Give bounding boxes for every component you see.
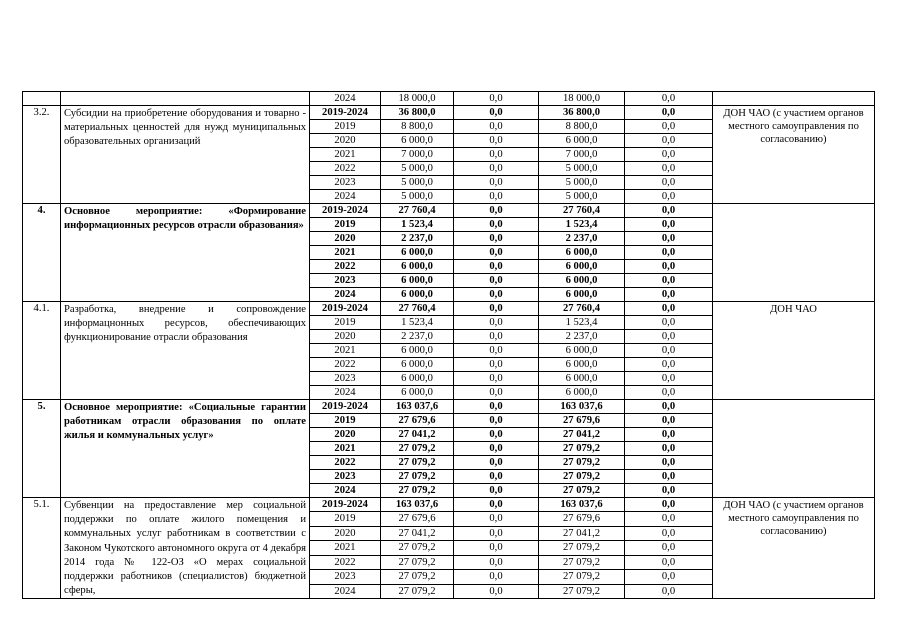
total-cell: 6 000,0 xyxy=(381,344,454,358)
section-description: Субвенции на предоставление мер социальной поддержки по оплате жилого помещения и коммунальных услуг работникам в соответствии с Законом Чукотского автономного округа от 4 декабря 2014 года № 122-ОЗ «О мерах социальной поддержки работников (специалистов) бюджетной сферы, xyxy=(61,498,310,599)
year-cell: 2022 xyxy=(310,555,381,569)
col1-cell: 0,0 xyxy=(454,555,539,569)
col2-cell: 27 079,2 xyxy=(539,584,625,599)
year-cell: 2019 xyxy=(310,414,381,428)
col1-cell: 0,0 xyxy=(454,400,539,414)
col3-cell: 0,0 xyxy=(625,162,713,176)
col3-cell: 0,0 xyxy=(625,570,713,584)
col1-cell: 0,0 xyxy=(454,372,539,386)
col3-cell: 0,0 xyxy=(625,400,713,414)
year-cell: 2019 xyxy=(310,120,381,134)
section-description: Основное мероприятие: «Формирование информационных ресурсов отрасли образования» xyxy=(61,204,310,302)
col1-cell: 0,0 xyxy=(454,526,539,540)
col3-cell: 0,0 xyxy=(625,316,713,330)
description-cell xyxy=(61,92,310,106)
col1-cell: 0,0 xyxy=(454,541,539,555)
col3-cell: 0,0 xyxy=(625,414,713,428)
col3-cell: 0,0 xyxy=(625,260,713,274)
col2-cell: 36 800,0 xyxy=(539,106,625,120)
year-cell: 2024 xyxy=(310,484,381,498)
year-cell: 2020 xyxy=(310,232,381,246)
col3-cell: 0,0 xyxy=(625,176,713,190)
col2-cell: 27 760,4 xyxy=(539,204,625,218)
col1-cell: 0,0 xyxy=(454,316,539,330)
total-cell: 1 523,4 xyxy=(381,316,454,330)
responsible-executor: ДОН ЧАО (с участием органов местного самоуправления по согласованию) xyxy=(713,498,875,599)
year-cell: 2021 xyxy=(310,344,381,358)
table-row xyxy=(23,106,875,120)
col3-cell: 0,0 xyxy=(625,555,713,569)
total-cell: 5 000,0 xyxy=(381,176,454,190)
col3-cell: 0,0 xyxy=(625,456,713,470)
col3-cell: 0,0 xyxy=(625,386,713,400)
total-cell: 5 000,0 xyxy=(381,190,454,204)
col2-cell: 27 679,6 xyxy=(539,414,625,428)
col1-cell: 0,0 xyxy=(454,484,539,498)
col1-cell: 0,0 xyxy=(454,120,539,134)
total-cell: 27 041,2 xyxy=(381,526,454,540)
year-cell: 2023 xyxy=(310,570,381,584)
col3-cell: 0,0 xyxy=(625,470,713,484)
col2-cell: 8 800,0 xyxy=(539,120,625,134)
col1-cell: 0,0 xyxy=(454,344,539,358)
section-index: 3.2. xyxy=(23,106,61,204)
col2-cell: 6 000,0 xyxy=(539,288,625,302)
total-cell: 27 079,2 xyxy=(381,442,454,456)
table-row xyxy=(23,302,875,316)
total-cell: 27 041,2 xyxy=(381,428,454,442)
year-cell: 2023 xyxy=(310,274,381,288)
col2-cell: 6 000,0 xyxy=(539,274,625,288)
col1-cell: 0,0 xyxy=(454,204,539,218)
year-cell: 2019-2024 xyxy=(310,106,381,120)
year-cell: 2019-2024 xyxy=(310,302,381,316)
year-cell: 2022 xyxy=(310,358,381,372)
section-index: 5. xyxy=(23,400,61,498)
year-cell: 2022 xyxy=(310,162,381,176)
year-cell: 2023 xyxy=(310,372,381,386)
section-index: 5.1. xyxy=(23,498,61,599)
total-cell: 2 237,0 xyxy=(381,330,454,344)
col3-cell: 0,0 xyxy=(625,428,713,442)
col3-cell: 0,0 xyxy=(625,288,713,302)
col3-cell: 0,0 xyxy=(625,148,713,162)
col3-cell: 0,0 xyxy=(625,484,713,498)
col1-cell: 0,0 xyxy=(454,330,539,344)
year-cell: 2022 xyxy=(310,456,381,470)
col2-cell: 5 000,0 xyxy=(539,162,625,176)
col2-cell: 2 237,0 xyxy=(539,330,625,344)
col2-cell: 5 000,0 xyxy=(539,176,625,190)
total-cell: 27 679,6 xyxy=(381,512,454,526)
col1-cell: 0,0 xyxy=(454,358,539,372)
col3-cell: 0,0 xyxy=(625,204,713,218)
col1-cell: 0,0 xyxy=(454,162,539,176)
col3-cell: 0,0 xyxy=(625,274,713,288)
col2-cell: 6 000,0 xyxy=(539,358,625,372)
total-cell: 5 000,0 xyxy=(381,162,454,176)
col3-cell: 0,0 xyxy=(625,246,713,260)
total-cell: 6 000,0 xyxy=(381,246,454,260)
col3-cell: 0,0 xyxy=(625,92,713,106)
total-cell: 36 800,0 xyxy=(381,106,454,120)
col2-cell: 6 000,0 xyxy=(539,134,625,148)
year-cell: 2022 xyxy=(310,260,381,274)
section-index: 4. xyxy=(23,204,61,302)
table-row xyxy=(23,204,875,218)
total-cell: 6 000,0 xyxy=(381,358,454,372)
budget-table xyxy=(22,91,875,599)
col2-cell: 6 000,0 xyxy=(539,246,625,260)
year-cell: 2019 xyxy=(310,218,381,232)
total-cell: 6 000,0 xyxy=(381,288,454,302)
col3-cell: 0,0 xyxy=(625,330,713,344)
col3-cell: 0,0 xyxy=(625,512,713,526)
col2-cell: 27 079,2 xyxy=(539,484,625,498)
col2-cell: 27 041,2 xyxy=(539,428,625,442)
year-cell: 2019-2024 xyxy=(310,400,381,414)
total-cell: 163 037,6 xyxy=(381,498,454,512)
col1-cell: 0,0 xyxy=(454,246,539,260)
total-cell: 27 079,2 xyxy=(381,584,454,599)
col2-cell: 163 037,6 xyxy=(539,498,625,512)
total-cell: 27 079,2 xyxy=(381,470,454,484)
year-cell: 2024 xyxy=(310,584,381,599)
year-cell: 2021 xyxy=(310,246,381,260)
col2-cell: 163 037,6 xyxy=(539,400,625,414)
continuation-row xyxy=(23,92,875,106)
responsible-executor xyxy=(713,204,875,302)
col3-cell: 0,0 xyxy=(625,120,713,134)
col1-cell: 0,0 xyxy=(454,176,539,190)
year-cell: 2021 xyxy=(310,148,381,162)
col1-cell: 0,0 xyxy=(454,386,539,400)
total-cell: 18 000,0 xyxy=(381,92,454,106)
col3-cell: 0,0 xyxy=(625,442,713,456)
col1-cell: 0,0 xyxy=(454,148,539,162)
col3-cell: 0,0 xyxy=(625,232,713,246)
col3-cell: 0,0 xyxy=(625,358,713,372)
col3-cell: 0,0 xyxy=(625,498,713,512)
year-cell: 2019 xyxy=(310,512,381,526)
total-cell: 27 079,2 xyxy=(381,541,454,555)
col3-cell: 0,0 xyxy=(625,190,713,204)
index-cell xyxy=(23,92,61,106)
section-description: Разработка, внедрение и сопровождение информацнонных ресурсов, обеспечивающих функционирование отрасли образования xyxy=(61,302,310,400)
col1-cell: 0,0 xyxy=(454,106,539,120)
col1-cell: 0,0 xyxy=(454,570,539,584)
col2-cell: 27 079,2 xyxy=(539,555,625,569)
col2-cell: 2 237,0 xyxy=(539,232,625,246)
col3-cell: 0,0 xyxy=(625,344,713,358)
responsible-executor: ДОН ЧАО (с участием органов местного самоуправления по согласованию) xyxy=(713,106,875,204)
total-cell: 7 000,0 xyxy=(381,148,454,162)
col3-cell: 0,0 xyxy=(625,106,713,120)
total-cell: 27 760,4 xyxy=(381,204,454,218)
col2-cell: 27 079,2 xyxy=(539,570,625,584)
col3-cell: 0,0 xyxy=(625,541,713,555)
col3-cell: 0,0 xyxy=(625,218,713,232)
year-cell: 2023 xyxy=(310,470,381,484)
col2-cell: 27 079,2 xyxy=(539,470,625,484)
col1-cell: 0,0 xyxy=(454,92,539,106)
total-cell: 27 079,2 xyxy=(381,555,454,569)
col1-cell: 0,0 xyxy=(454,428,539,442)
col1-cell: 0,0 xyxy=(454,470,539,484)
col1-cell: 0,0 xyxy=(454,134,539,148)
col2-cell: 27 079,2 xyxy=(539,541,625,555)
table-body xyxy=(23,92,875,599)
col3-cell: 0,0 xyxy=(625,372,713,386)
year-cell: 2023 xyxy=(310,176,381,190)
year-cell: 2020 xyxy=(310,330,381,344)
total-cell: 6 000,0 xyxy=(381,386,454,400)
total-cell: 27 079,2 xyxy=(381,570,454,584)
col1-cell: 0,0 xyxy=(454,232,539,246)
responsible-cell xyxy=(713,92,875,106)
col1-cell: 0,0 xyxy=(454,498,539,512)
total-cell: 6 000,0 xyxy=(381,372,454,386)
year-cell: 2019-2024 xyxy=(310,498,381,512)
col2-cell: 5 000,0 xyxy=(539,190,625,204)
col3-cell: 0,0 xyxy=(625,526,713,540)
col2-cell: 1 523,4 xyxy=(539,316,625,330)
col1-cell: 0,0 xyxy=(454,456,539,470)
year-cell: 2019-2024 xyxy=(310,204,381,218)
total-cell: 27 760,4 xyxy=(381,302,454,316)
col1-cell: 0,0 xyxy=(454,442,539,456)
col1-cell: 0,0 xyxy=(454,302,539,316)
col2-cell: 27 760,4 xyxy=(539,302,625,316)
total-cell: 8 800,0 xyxy=(381,120,454,134)
col2-cell: 27 041,2 xyxy=(539,526,625,540)
year-cell: 2020 xyxy=(310,428,381,442)
col3-cell: 0,0 xyxy=(625,134,713,148)
col1-cell: 0,0 xyxy=(454,274,539,288)
total-cell: 1 523,4 xyxy=(381,218,454,232)
col2-cell: 6 000,0 xyxy=(539,260,625,274)
col2-cell: 1 523,4 xyxy=(539,218,625,232)
col2-cell: 7 000,0 xyxy=(539,148,625,162)
section-index: 4.1. xyxy=(23,302,61,400)
year-cell: 2024 xyxy=(310,386,381,400)
col1-cell: 0,0 xyxy=(454,190,539,204)
col2-cell: 18 000,0 xyxy=(539,92,625,106)
responsible-executor xyxy=(713,400,875,498)
year-cell: 2024 xyxy=(310,92,381,106)
col3-cell: 0,0 xyxy=(625,302,713,316)
col2-cell: 6 000,0 xyxy=(539,386,625,400)
total-cell: 6 000,0 xyxy=(381,260,454,274)
col3-cell: 0,0 xyxy=(625,584,713,599)
col1-cell: 0,0 xyxy=(454,512,539,526)
col2-cell: 27 079,2 xyxy=(539,456,625,470)
section-description: Субсидии на приобретение оборудования и товарно - материальных ценностей для нужд муниципальных образовательных организаций xyxy=(61,106,310,204)
year-cell: 2020 xyxy=(310,526,381,540)
total-cell: 27 679,6 xyxy=(381,414,454,428)
total-cell: 27 079,2 xyxy=(381,456,454,470)
col1-cell: 0,0 xyxy=(454,288,539,302)
year-cell: 2021 xyxy=(310,541,381,555)
total-cell: 27 079,2 xyxy=(381,484,454,498)
col1-cell: 0,0 xyxy=(454,260,539,274)
total-cell: 163 037,6 xyxy=(381,400,454,414)
col2-cell: 27 679,6 xyxy=(539,512,625,526)
table-row xyxy=(23,400,875,414)
col1-cell: 0,0 xyxy=(454,414,539,428)
year-cell: 2020 xyxy=(310,134,381,148)
year-cell: 2024 xyxy=(310,288,381,302)
col2-cell: 6 000,0 xyxy=(539,344,625,358)
total-cell: 6 000,0 xyxy=(381,274,454,288)
responsible-executor: ДОН ЧАО xyxy=(713,302,875,400)
year-cell: 2021 xyxy=(310,442,381,456)
col2-cell: 6 000,0 xyxy=(539,372,625,386)
col1-cell: 0,0 xyxy=(454,218,539,232)
year-cell: 2024 xyxy=(310,190,381,204)
table-row xyxy=(23,498,875,512)
total-cell: 6 000,0 xyxy=(381,134,454,148)
col2-cell: 27 079,2 xyxy=(539,442,625,456)
col1-cell: 0,0 xyxy=(454,584,539,599)
total-cell: 2 237,0 xyxy=(381,232,454,246)
section-description: Основное мероприятие: «Социальные гарантии работникам отрасли образования по оплате жилья и коммунальных услуг» xyxy=(61,400,310,498)
year-cell: 2019 xyxy=(310,316,381,330)
